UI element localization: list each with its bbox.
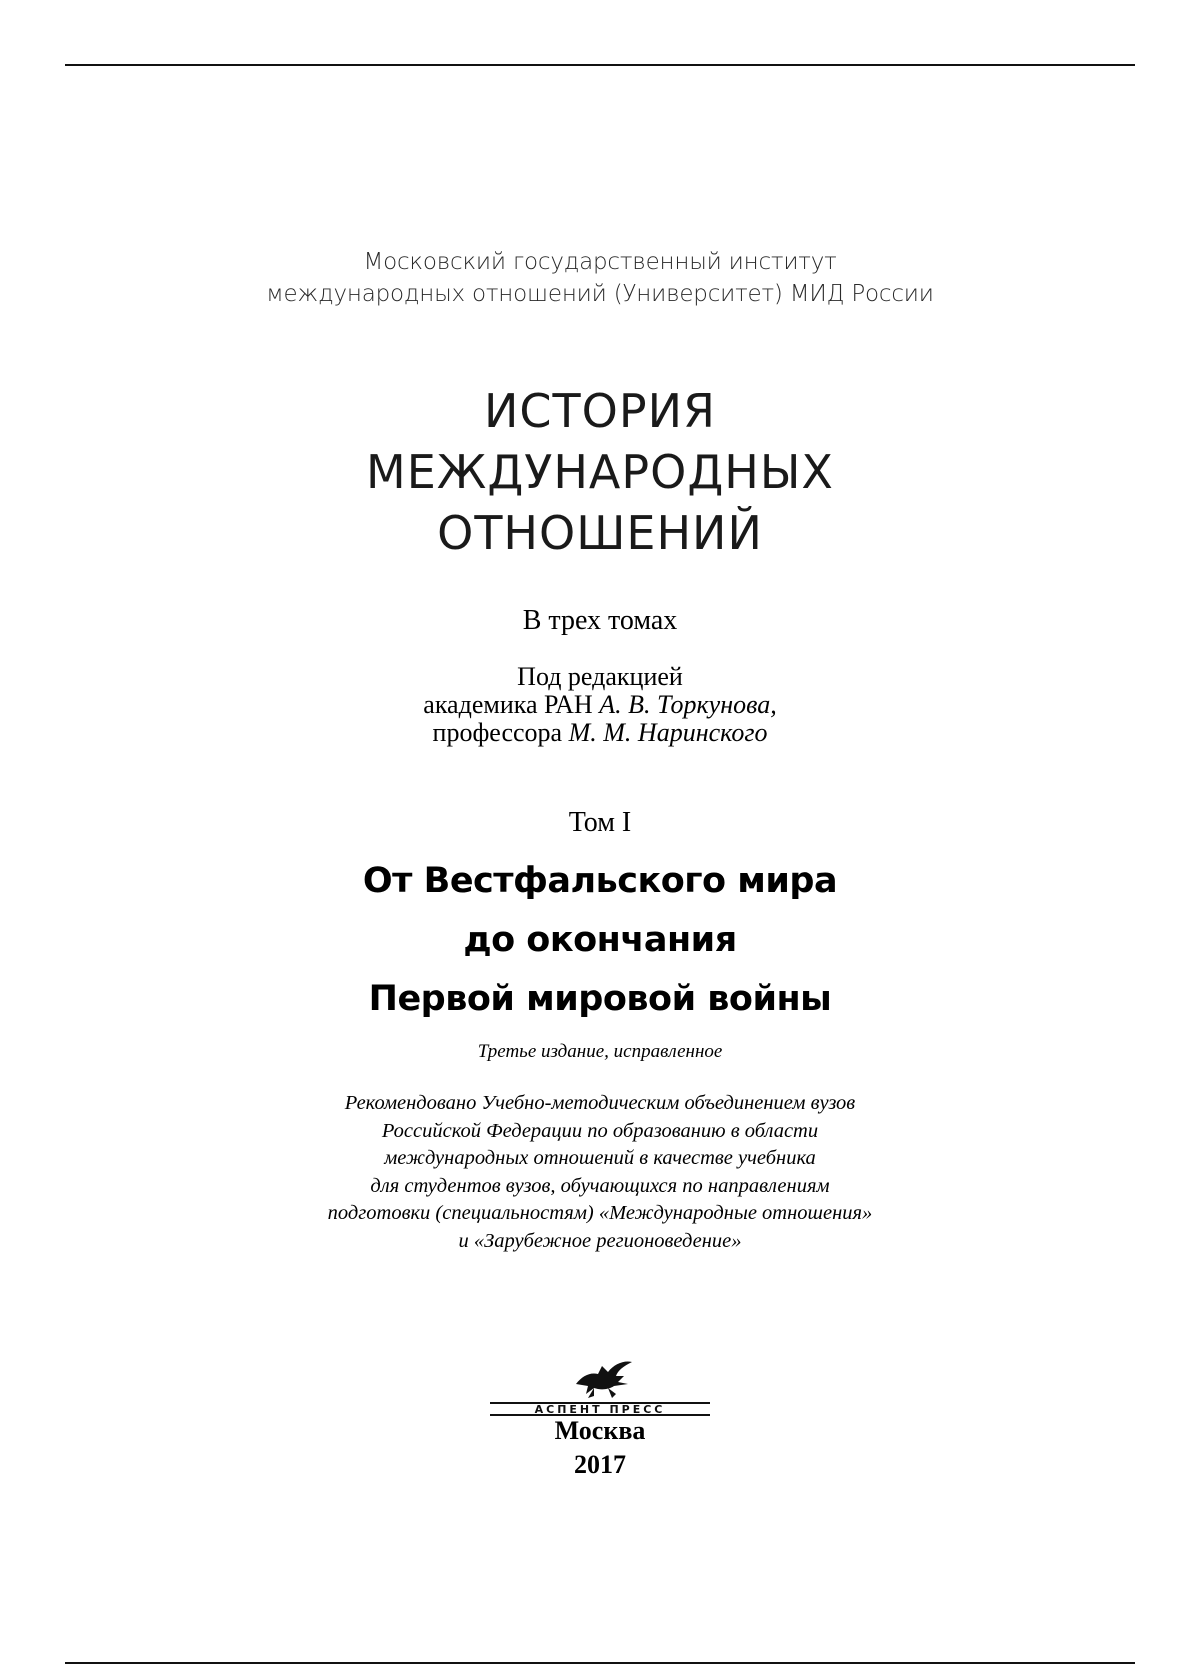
book-title-line-2: МЕЖДУНАРОДНЫХ	[366, 445, 834, 499]
editor-1	[0, 691, 1200, 719]
editor-2	[0, 719, 1200, 747]
publisher-city: Москва	[554, 1416, 646, 1445]
volume-subtitle-line-3: Первой мировой войны	[368, 979, 832, 1019]
volumes-note: В трех томах	[522, 605, 678, 636]
editor-2-name: М. М. Наринского	[568, 718, 768, 747]
editor-1-name: А. В. Торкунова,	[599, 690, 777, 719]
editor-1-title: академика РАН	[423, 690, 600, 719]
bottom-rule	[65, 1662, 1135, 1664]
recommendation-line: и «Зарубежное регионоведение»	[458, 1229, 742, 1252]
institute-line-2: международных отношений (Университет) МИД России	[266, 281, 934, 307]
edition-note: Третье издание, исправленное	[477, 1041, 723, 1062]
pegasus-logo-icon	[490, 1354, 710, 1416]
institute-line-1: Московский государственный институт	[363, 249, 837, 275]
publisher-logo-text: АСПЕНТ ПРЕСС	[534, 1403, 666, 1416]
editors-heading: Под редакцией	[517, 662, 683, 691]
publication-year: 2017	[574, 1450, 626, 1479]
institute-name	[0, 246, 1200, 310]
book-title-line-3: ОТНОШЕНИЙ	[437, 506, 763, 560]
book-title-line-1: ИСТОРИЯ	[484, 384, 716, 438]
recommendation-line: Рекомендовано Учебно-методическим объединением вузов	[344, 1092, 856, 1114]
recommendation-line: Российской Федерации по образованию в области	[381, 1119, 819, 1142]
recommendation-line: подготовки (специальностям) «Международные отношения»	[327, 1202, 873, 1224]
top-rule	[65, 64, 1135, 66]
publisher-logo	[490, 1354, 710, 1416]
recommendation-text	[0, 1090, 1200, 1255]
volume-subtitle-line-2: до окончания	[463, 920, 737, 960]
editors	[0, 663, 1200, 747]
recommendation-line: для студентов вузов, обучающихся по направлениям	[370, 1174, 830, 1197]
recommendation-line: международных отношений в качестве учебника	[384, 1147, 816, 1169]
tome-number: Том I	[568, 807, 632, 838]
editor-2-title: профессора	[432, 718, 569, 747]
volume-subtitle-line-1: От Вестфальского мира	[362, 861, 838, 901]
volume-subtitle	[0, 852, 1200, 1029]
book-title	[0, 381, 1200, 564]
